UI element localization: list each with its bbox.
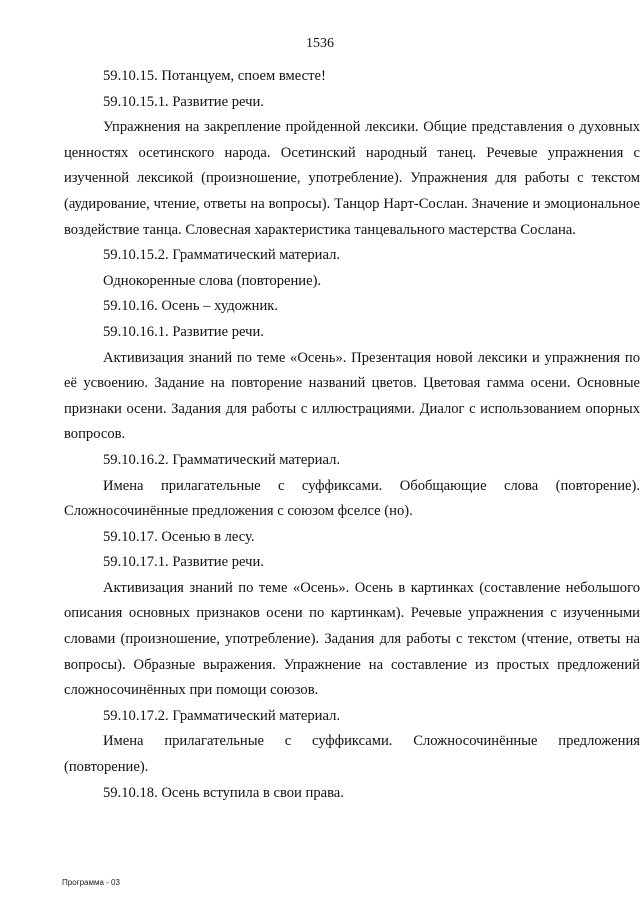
footer-label: Программа - 03 [62,878,120,887]
paragraph: Активизация знаний по теме «Осень». Осень в картинках (составление небольшого описания основных признаков осени по картинкам). Речевые упражнения с изученными словами (произношение, употребление). Задания для работы с текстом (чтение, ответы на вопросы). Образные выражения. Упражнение на составление из простых предложений сложносочинённых при помощи союзов. [64,579,640,699]
subsection-heading: 59.10.17.2. Грамматический материал. [103,707,341,724]
subsection-heading: 59.10.15.2. Грамматический материал. [103,247,341,264]
subsection-heading: 59.10.16.2. Грамматический материал. [103,451,341,468]
paragraph: Имена прилагательные с суффиксами. Обобщающие слова (повторение). Сложносочинённые предложения с союзом фселсе (но). [64,477,640,520]
page-content [64,64,640,806]
subsection-heading: 59.10.15.1. Развитие речи. [103,93,264,110]
paragraph: Имена прилагательные с суффиксами. Сложносочинённые предложения (повторение). [64,733,640,776]
subsection-heading: 59.10.17.1. Развитие речи. [103,554,264,571]
paragraph-short: Однокоренные слова (повторение). [103,272,322,289]
section-heading: 59.10.17. Осенью в лесу. [103,528,255,545]
subsection-heading: 59.10.16.1. Развитие речи. [103,323,264,340]
section-heading: 59.10.15. Потанцуем, споем вместе! [103,68,326,84]
section-heading: 59.10.16. Осень – художник. [103,298,279,315]
section-heading: 59.10.18. Осень вступила в свои права. [103,784,344,801]
paragraph: Активизация знаний по теме «Осень». Презентация новой лексики и упражнения по её усвоению. Задание на повторение названий цветов. Цветовая гамма осени. Основные признаки осени. Задания для работы с иллюстрациями. Диалог с использованием опорных вопросов. [64,349,640,443]
paragraph: Упражнения на закрепление пройденной лексики. Общие представления о духовных ценностях осетинского народа. Осетинский народный танец. Речевые упражнения с изученной лексикой (произношение, употребление). Упражнения для работы с текстом (аудирование, чтение, ответы на вопросы). Танцор Нарт-Сослан. Значение и эмоциональное воздействие танца. Словесная характеристика танцевального мастерства Сослана. [64,119,640,238]
page-number: 1536 [306,36,334,51]
